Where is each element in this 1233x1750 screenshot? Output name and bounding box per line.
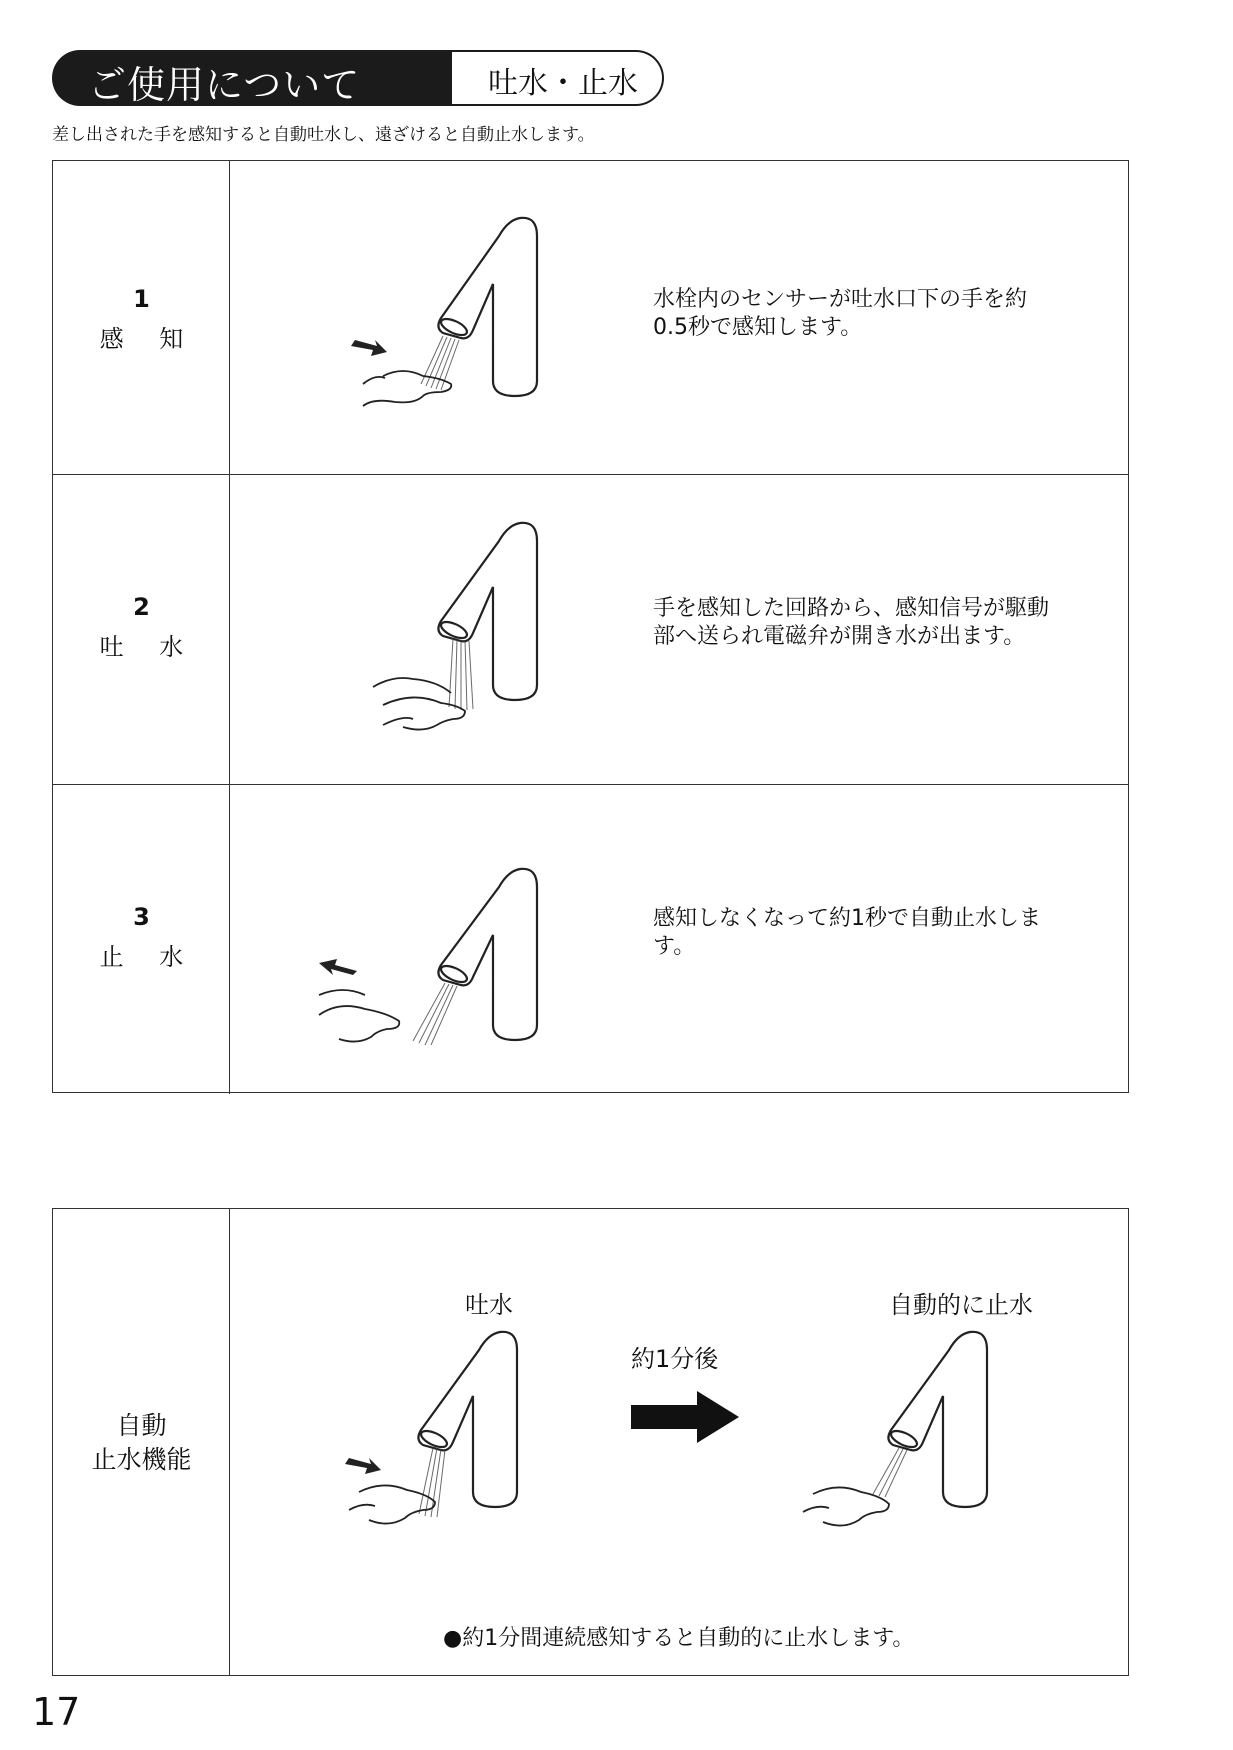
- header-title-box: [52, 50, 452, 106]
- step-name: 吐 水: [99, 633, 198, 661]
- faucet-stopping-illustration: [283, 865, 623, 1065]
- header-title: ご使用について: [88, 63, 361, 107]
- step-row-3: [53, 784, 1128, 1094]
- arrow-right-icon: [631, 1389, 741, 1445]
- step-row-1: [53, 161, 1128, 474]
- time-label: 約1分後: [631, 1345, 719, 1373]
- faucet-spouting-illustration: [323, 1324, 583, 1554]
- header-subtitle-box: [434, 50, 664, 106]
- section-header: [52, 50, 666, 106]
- after-label: 自動的に止水: [889, 1291, 1033, 1319]
- intro-text: 差し出された手を感知すると自動吐水し、遠ざけると自動止水します。: [52, 125, 595, 145]
- step-number: 2: [133, 593, 150, 621]
- auto-stop-label-cell: [53, 1209, 230, 1675]
- auto-stop-label-line1: 自動: [116, 1411, 167, 1440]
- step-row-2: [53, 474, 1128, 784]
- step-label-cell: [53, 475, 230, 784]
- step-number: 1: [133, 285, 150, 313]
- header-subtitle: 吐水・止水: [488, 66, 638, 101]
- step-number: 3: [133, 903, 150, 931]
- step-name: 止 水: [99, 943, 198, 971]
- step-name: 感 知: [99, 325, 198, 353]
- before-label: 吐水: [465, 1291, 513, 1319]
- faucet-sensing-illustration: [323, 206, 623, 426]
- faucet-spouting-illustration: [353, 515, 633, 735]
- step-description: 感知しなくなって約1秒で自動止水します。: [653, 906, 1041, 959]
- step-description: 水栓内のセンサーが吐水口下の手を約0.5秒で感知します。: [653, 287, 1028, 340]
- step-label-cell: [53, 785, 230, 1094]
- auto-stop-note: ●約1分間連続感知すると自動的に止水します。: [443, 1626, 915, 1651]
- steps-table: [52, 160, 1129, 1093]
- step-description: 手を感知した回路から、感知信号が駆動部へ送られ電磁弁が開き水が出ます。: [653, 596, 1050, 649]
- auto-stop-label-line2: 止水機能: [91, 1445, 192, 1474]
- step-label-cell: [53, 161, 230, 474]
- page-number: 17: [32, 1690, 81, 1734]
- auto-stop-table: [52, 1208, 1129, 1676]
- faucet-auto-stop-illustration: [793, 1324, 1053, 1554]
